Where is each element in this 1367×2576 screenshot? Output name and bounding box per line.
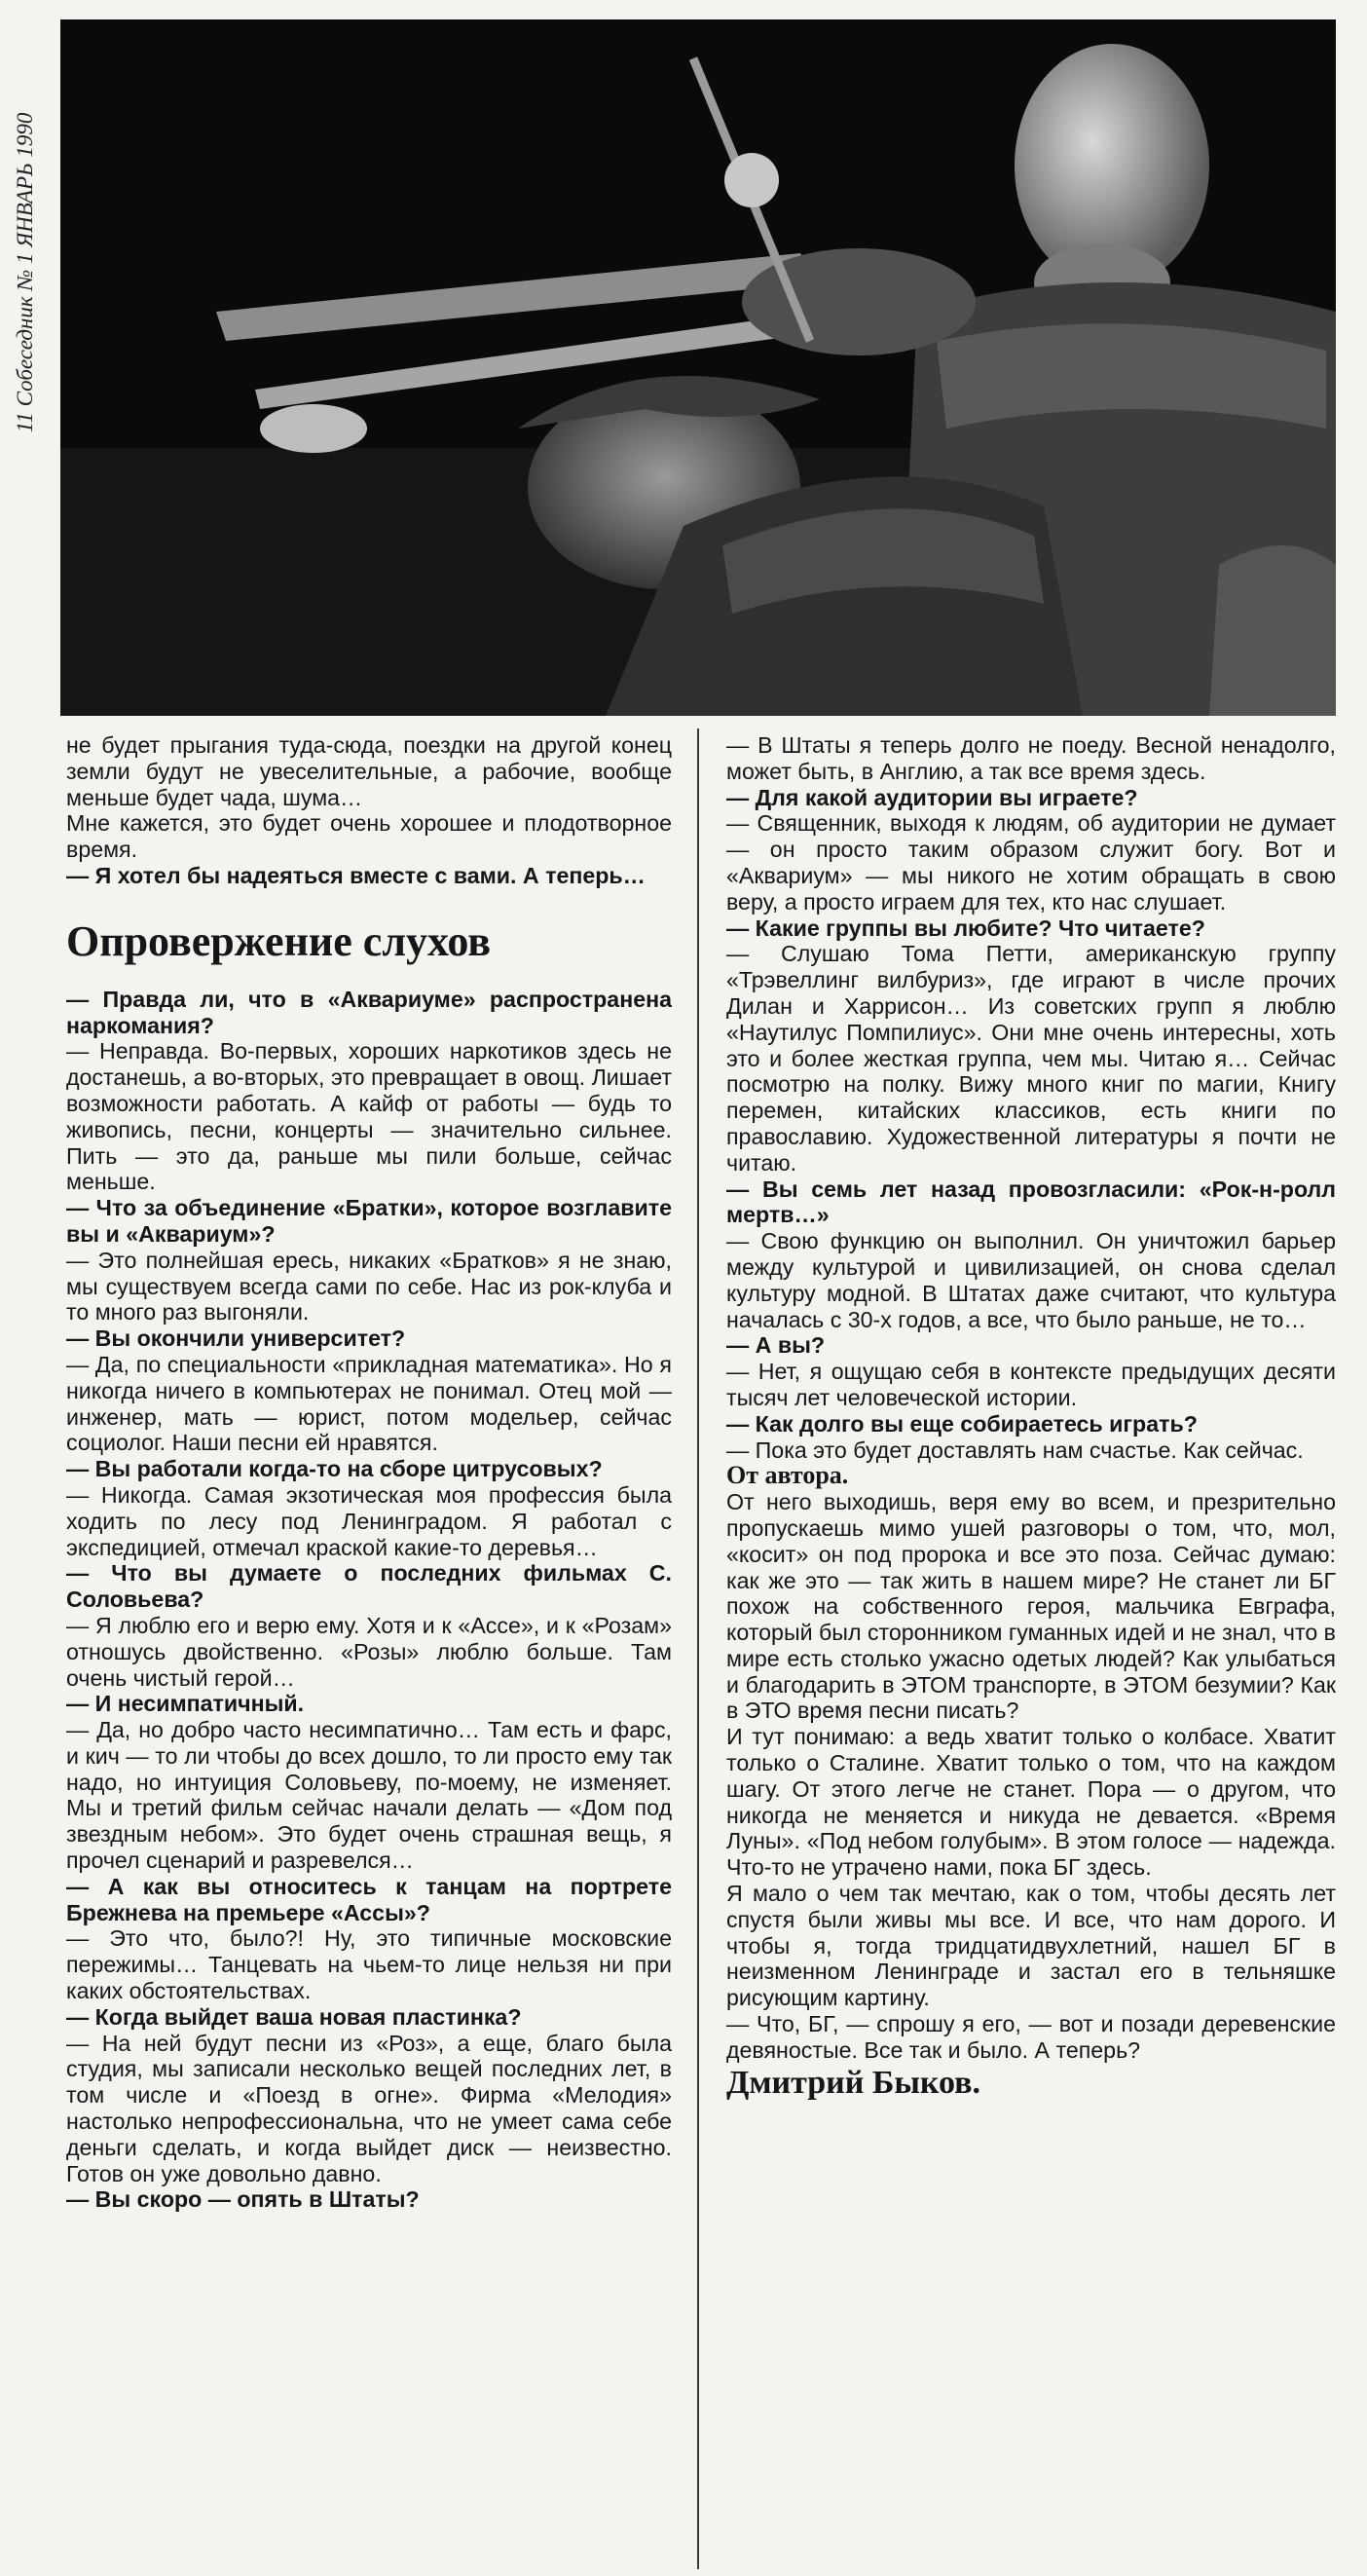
interview-question: — Вы работали когда-то на сборе цитрусовых? [66,1456,603,1482]
interview-answer: И тут понимаю: а ведь хватит только о колбасе. Хватит только о Сталине. Хватит только о том, что на каждом шагу. От этого легче не станет. Пора — о другом, что никогда не меняется и никуда не девается. «Время Луны». «Под небом голубым». В этом голосе — надежда. Что-то не утрачено нами, пока БГ здесь. [726,1724,1336,1881]
interview-answer: — Нет, я ощущаю себя в контексте предыдущих десяти тысяч лет человеческой истории. [726,1359,1336,1410]
interview-question: — Когда выйдет ваша новая пластинка? [66,2003,522,2030]
interview-question: — И несимпатичный. [66,1691,305,1717]
interview-answer: — Неправда. Во-первых, хороших наркотиков здесь не достанешь, а во-вторых, это превращает в овощ. Лишает возможности работать. А кайф от работы — будь то живопись, песни, концерты — значительно сильнее. Пить — это да, раньше мы пили больше, сейчас меньше. [66,1038,672,1195]
interview-answer: — Что, БГ, — спрошу я его, — вот и позади деревенские девяностые. Все так и было. А теперь? [726,2011,1336,2063]
interview-answer: — Пока это будет доставлять нам счастье. Как сейчас. [726,1437,1304,1463]
interview-question: — Для какой аудитории вы играете? [726,784,1138,810]
interview-answer: — На ней будут песни из «Роз», а еще, благо была студия, мы записали несколько вещей последних лет, в том числе и «Поезд в огне». Фирма «Мелодия» настолько непрофессиональна, что не умеет сама себе деньги сделать, и когда выйдет диск — неизвестно. Готов он уже довольно давно. [66,2030,672,2186]
concert-photo [60,19,1336,716]
interview-answer: — Да, но добро часто несимпатично… Там есть и фарс, и кич — то ли чтобы до всех дошло, то ли просто ему так надо, но интуиция Соловьеву, по-моему, не изменяет. Мы и третий фильм сейчас начали делать — «Дом под звездным небом». Это будет очень страшная вещь, я прочел сценарий и разревелся… [66,1717,672,1874]
interview-answer: Я мало о чем так мечтаю, как о том, чтобы десять лет спустя были живы мы все. И все, что нам дорого. И чтобы я, тогда тридцатидвухлетний, нашел БГ в неизменном Ленинграде и застал его в тельняшке рисующим картину. [726,1881,1336,2011]
masthead [6,19,45,526]
interview-answer: — Слушаю Тома Петти, американскую группу «Трэвеллинг вилбуриз», где играют в числе прочих Дилан и Харрисон… Из советских групп я люблю «Наутилус Помпилиус». Они мне очень интересны, хоть это и более жесткая группа, чем мы. Читаю я… Сейчас посмотрю на полку. Вижу много книг по магии, Книгу перемен, китайских классиков, есть книги по православию. Художественной литературы я почти не читаю. [726,941,1336,1176]
interview-question: — Правда ли, что в «Аквариуме» распространена наркомания? [66,986,672,1038]
interview-question: — Какие группы вы любите? Что читаете? [726,915,1205,941]
interview-question: — Вы окончили университет? [66,1325,406,1352]
interview-question: — Что вы думаете о последних фильмах С. Соловьева? [66,1560,672,1613]
interview-column-left [66,732,672,2573]
interview-question: — Что за объединение «Братки», которое возглавите вы и «Аквариум»? [66,1195,672,1247]
section-heading: Опровержение слухов [66,916,492,965]
interview-question: — А вы? [726,1332,826,1359]
author-signature: Дмитрий Быков. [726,2064,981,2101]
author-note-heading: От автора. [726,1461,849,1490]
interview-question: — Я хотел бы надеяться вместе с вами. А теперь… [66,862,646,888]
masthead-text: 11 Собеседник № 1 ЯНВАРЬ 1990 [13,112,37,433]
interview-answer: — Это полнейшая ересь, никаких «Братков» я не знаю, мы существуем всегда сами по себе. Нас из рок-клуба и то много раз выгоняли. [66,1247,672,1325]
interview-question: — Вы скоро — опять в Штаты? [66,2186,420,2213]
interview-answer: — Да, по специальности «прикладная математика». Но я никогда ничего в компьютерах не понимал. Отец мой — инженер, мать — юрист, потом модельер, сейчас социолог. Наши песни ей нравятся. [66,1351,672,1456]
interview-answer: — В Штаты я теперь долго не поеду. Весной ненадолго, может быть, в Англию, а так все время здесь. [726,732,1336,784]
interview-answer: — Священник, выходя к людям, об аудитории не думает — он просто таким образом служит богу. Вот и «Аквариум» — мы никого не хотим обращать в свою веру, а просто играем для тех, кто нас слушает. [726,810,1336,915]
interview-column-right [726,732,1336,2573]
interview-answer: — Это что, было?! Ну, это типичные московские пережимы… Танцевать на чьем-то лице нельзя ни при каких обстоятельствах. [66,1925,672,2004]
concert-photo-illustration [60,19,1336,716]
interview-answer: не будет прыгания туда-сюда, поездки на другой конец земли будут не увеселительные, а рабочие, вообще меньше будет чада, шума… [66,732,672,810]
interview-answer: — Свою функцию он выполнил. Он уничтожил барьер между культурой и цивилизацией, он снова сделал культуру модной. В Штатах даже считают, что культура началась с 30-х годов, а все, что было раньше, не то… [726,1228,1336,1332]
interview-question: — Как долго вы еще собираетесь играть? [726,1410,1198,1437]
column-divider [697,728,699,2569]
interview-answer: Мне кажется, это будет очень хорошее и плодотворное время. [66,810,672,863]
interview-question: — А как вы относитесь к танцам на портрете Брежнева на премьере «Ассы»? [66,1873,672,1925]
interview-question: — Вы семь лет назад провозгласили: «Рок-н-ролл мертв…» [726,1176,1336,1228]
interview-answer: — Никогда. Самая экзотическая моя профессия была ходить по лесу под Ленинградом. Я работал с экспедицией, отмечал краской какие-то деревья… [66,1481,672,1560]
interview-answer: От него выходишь, веря ему во всем, и презрительно пропускаешь мимо ушей разговоры о том, что, мол, «косит» он под пророка и все это поза. Сейчас думаю: как же это — так жить в нашем мире? Не станет ли БГ похож на собственного героя, мальчика Евграфа, который был сторонником гуманных идей и не знал, что в мире есть столько ужасно одетых людей? Как улыбаться и благодарить в ЭТОМ транспорте, в ЭТОМ безумии? Как в ЭТО время песни писать? [726,1489,1336,1724]
interview-answer: — Я люблю его и верю ему. Хотя и к «Ассе», и к «Розам» отношусь двойственно. «Розы» люблю больше. Там очень чистый герой… [66,1612,672,1691]
